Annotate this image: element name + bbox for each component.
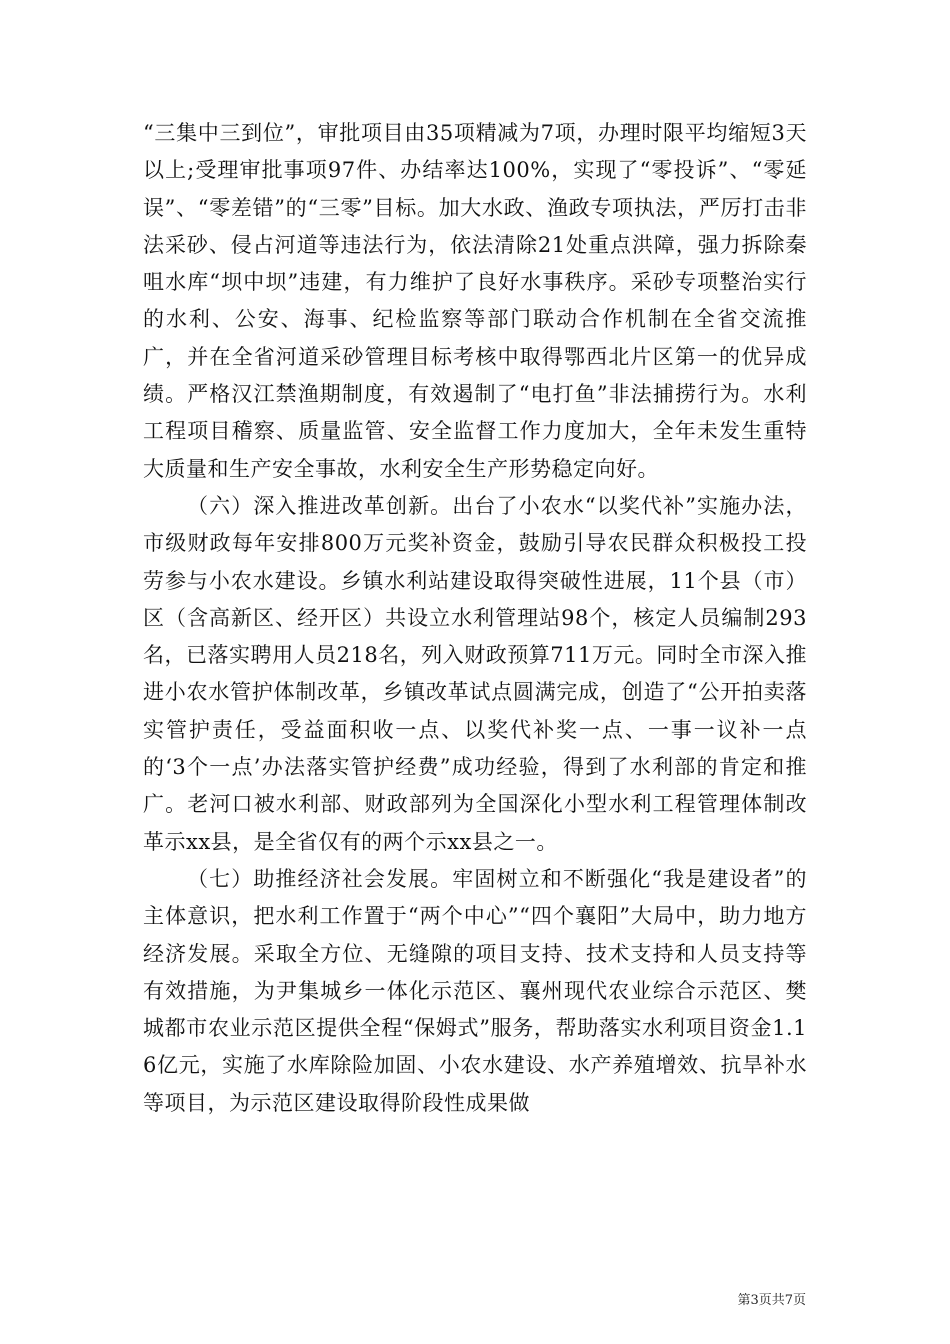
paragraph-section-6: （六）深入推进改革创新。出台了小农水“以奖代补”实施办法，市级财政每年安排800万元奖补资金，鼓励引导农民群众积极投工投劳参与小农水建设。乡镇水利站建设取得突破性进展，11个县（市）区（含高新区、经开区）共设立水利管理站98个，核定人员编制293名，已落实聘用人员218名，列入财政预算711万元。同时全市深入推进小农水管护体制改革，乡镇改革试点圆满完成，创造了“公开拍卖落实管护责任，受益面积收一点、以奖代补奖一点、一事一议补一点的‘3个一点’办法落实管护经费”成功经验，得到了水利部的肯定和推广。老河口被水利部、财政部列为全国深化小型水利工程管理体制改革示xx县，是全省仅有的两个示xx县之一。	[143, 493, 807, 854]
page-number: 第3页共7页	[737, 1293, 806, 1308]
paragraph-continuation: “三集中三到位”，审批项目由35项精减为7项，办理时限平均缩短3天以上;受理审批事项97件、办结率达100%，实现了“零投诉”、“零延误”、“零差错”的“三零”目标。加大水政、渔政专项执法，严厉打击非法采砂、侵占河道等违法行为，依法清除21处重点洪障，强力拆除秦咀水库“坝中坝”违建，有力维护了良好水事秩序。采砂专项整治实行的水利、公安、海事、纪检监察等部门联动合作机制在全省交流推广，并在全省河道采砂管理目标考核中取得鄂西北片区第一的优异成绩。严格汉江禁渔期制度，有效遏制了“电打鱼”非法捕捞行为。水利工程项目稽察、质量监管、安全监督工作力度加大，全年未发生重特大质量和生产安全事故，水利安全生产形势稳定向好。	[143, 121, 807, 481]
body-text	[143, 115, 807, 1122]
paragraph-section-7: （七）助推经济社会发展。牢固树立和不断强化“我是建设者”的主体意识，把水利工作置于“两个中心”“四个襄阳”大局中，助力地方经济发展。采取全方位、无缝隙的项目支持、技术支持和人员支持等有效措施，为尹集城乡一体化示范区、襄州现代农业综合示范区、樊城都市农业示范区提供全程“保姆式”服务，帮助落实水利项目资金1.16亿元，实施了水库除险加固、小农水建设、水产养殖增效、抗旱补水等项目，为示范区建设取得阶段性成果做	[143, 866, 807, 1115]
